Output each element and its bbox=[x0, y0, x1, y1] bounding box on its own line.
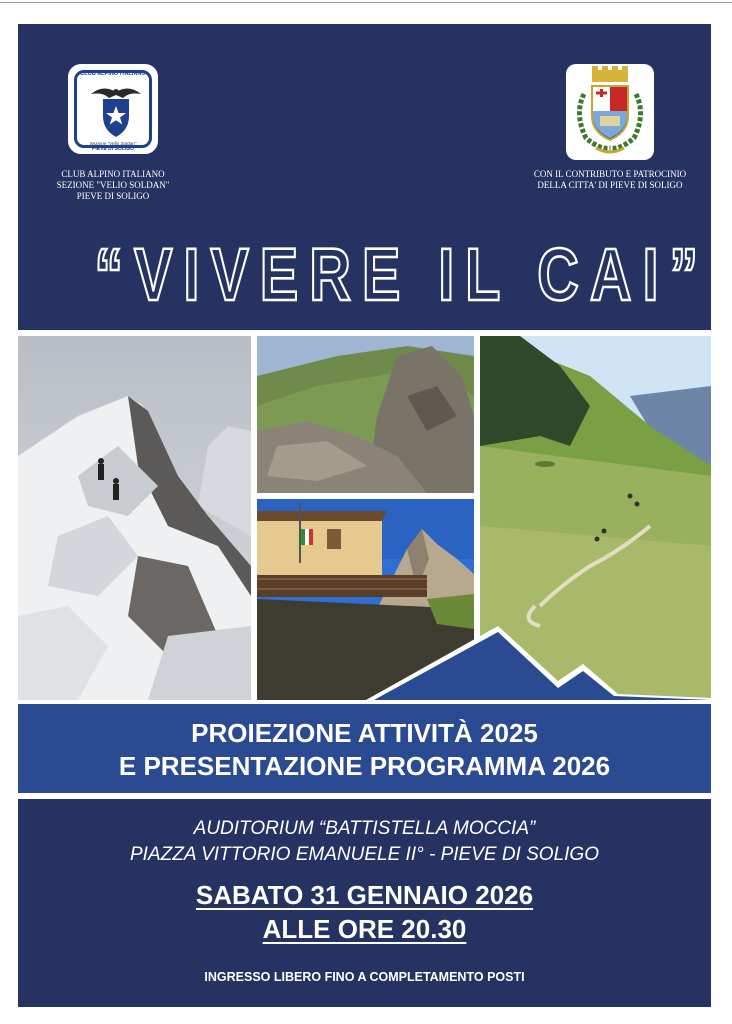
main-title: “VIVERE IL CAI” bbox=[94, 233, 710, 316]
logo-bottom-text: PIEVE DI SOLIGO bbox=[92, 146, 134, 152]
event-line-1: PROIEZIONE ATTIVITÀ 2025 bbox=[191, 718, 538, 748]
logo-top-text: CLUB ALPINO ITALIANO bbox=[80, 71, 146, 77]
rocky-peak-photo bbox=[257, 336, 474, 493]
mountain-silhouette-icon bbox=[18, 626, 711, 700]
entry-note: INGRESSO LIBERO FINO A COMPLETAMENTO POSTI bbox=[204, 970, 525, 984]
logo-middle-text: Sezione "Velio Soldan" bbox=[89, 141, 137, 146]
event-line-2: E PRESENTAZIONE PROGRAMMA 2026 bbox=[118, 751, 611, 781]
header-panel bbox=[18, 24, 711, 330]
event-time-text: ALLE ORE 20.30 bbox=[262, 914, 467, 944]
cai-logo bbox=[68, 64, 158, 154]
left-caption-line: CLUB ALPINO ITALIANO bbox=[61, 169, 165, 179]
poster bbox=[18, 24, 711, 1007]
event-title-band bbox=[18, 704, 711, 793]
event-details-band bbox=[18, 799, 711, 1007]
right-caption-line: CON IL CONTRIBUTO E PATROCINIO bbox=[533, 169, 687, 179]
left-caption-line: SEZIONE "VELIO SOLDAN" bbox=[56, 180, 170, 190]
coat-of-arms bbox=[566, 64, 654, 160]
top-rule bbox=[0, 2, 732, 3]
coat-of-arms-icon bbox=[566, 64, 654, 160]
right-caption-line: DELLA CITTA' DI PIEVE DI SOLIGO bbox=[537, 180, 683, 190]
left-caption bbox=[38, 169, 188, 202]
venue-address: PIAZZA VITTORIO EMANUELE II° - PIEVE DI SOLIGO bbox=[130, 844, 599, 865]
right-caption bbox=[516, 169, 704, 191]
photo-collage bbox=[18, 336, 711, 700]
venue-name: AUDITORIUM “BATTISTELLA MOCCIA” bbox=[193, 818, 536, 839]
left-caption-line: PIEVE DI SOLIGO bbox=[76, 191, 150, 201]
event-date-text: SABATO 31 GENNAIO 2026 bbox=[195, 880, 534, 910]
event-time bbox=[18, 913, 711, 945]
event-date bbox=[18, 879, 711, 911]
cai-emblem-icon bbox=[89, 80, 143, 140]
